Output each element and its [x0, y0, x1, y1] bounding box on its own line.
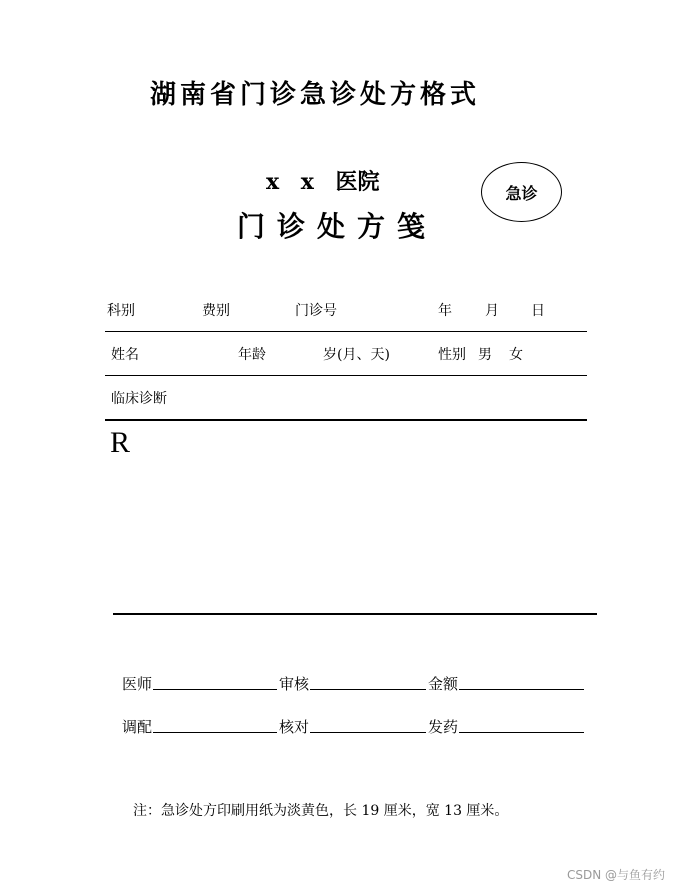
- document-title: 湖南省门诊急诊处方格式: [150, 80, 481, 110]
- gender-female-option: 女: [509, 347, 523, 363]
- age-label: 年龄: [238, 347, 266, 363]
- physician-label: 医师: [122, 675, 153, 693]
- clinical-diagnosis-label: 临床诊断: [111, 391, 167, 407]
- patient-name-label: 姓名: [111, 347, 139, 363]
- amount-line: [459, 689, 584, 690]
- emergency-stamp: [481, 162, 562, 222]
- month-label: 月: [485, 303, 499, 319]
- dispenser-signature-line: [153, 732, 277, 733]
- gender-label: 性别: [438, 347, 466, 363]
- issuer-label: 发药: [428, 718, 459, 736]
- form-title: 门诊处方笺: [237, 210, 438, 243]
- issuer-signature-line: [459, 732, 584, 733]
- physician-signature-line: [153, 689, 277, 690]
- prescription-top-rule: [105, 419, 587, 421]
- fee-type-label: 费别: [202, 303, 230, 319]
- day-label: 日: [531, 303, 545, 319]
- checker-label: 核对: [279, 718, 310, 736]
- reviewer-signature-line: [310, 689, 426, 690]
- row-divider: [105, 331, 587, 332]
- year-label: 年: [438, 303, 452, 319]
- prescription-bottom-rule: [113, 613, 597, 615]
- checker-signature-line: [310, 732, 426, 733]
- reviewer-label: 审核: [279, 675, 310, 693]
- outpatient-number-label: 门诊号: [295, 303, 337, 319]
- gender-male-option: 男: [478, 347, 492, 363]
- source-watermark: CSDN @与鱼有约: [566, 868, 665, 882]
- department-label: 科别: [107, 303, 135, 319]
- emergency-stamp-label: 急诊: [505, 183, 538, 203]
- amount-label: 金额: [428, 675, 459, 693]
- rx-symbol: R: [110, 426, 131, 459]
- age-unit-label: 岁(月、天): [323, 347, 390, 363]
- hospital-name: x x 医院: [266, 169, 380, 195]
- row-divider: [105, 375, 587, 376]
- dispenser-label: 调配: [122, 718, 153, 736]
- paper-spec-note: 注：急诊处方印刷用纸为淡黄色，长 19 厘米，宽 13 厘米。: [133, 803, 509, 819]
